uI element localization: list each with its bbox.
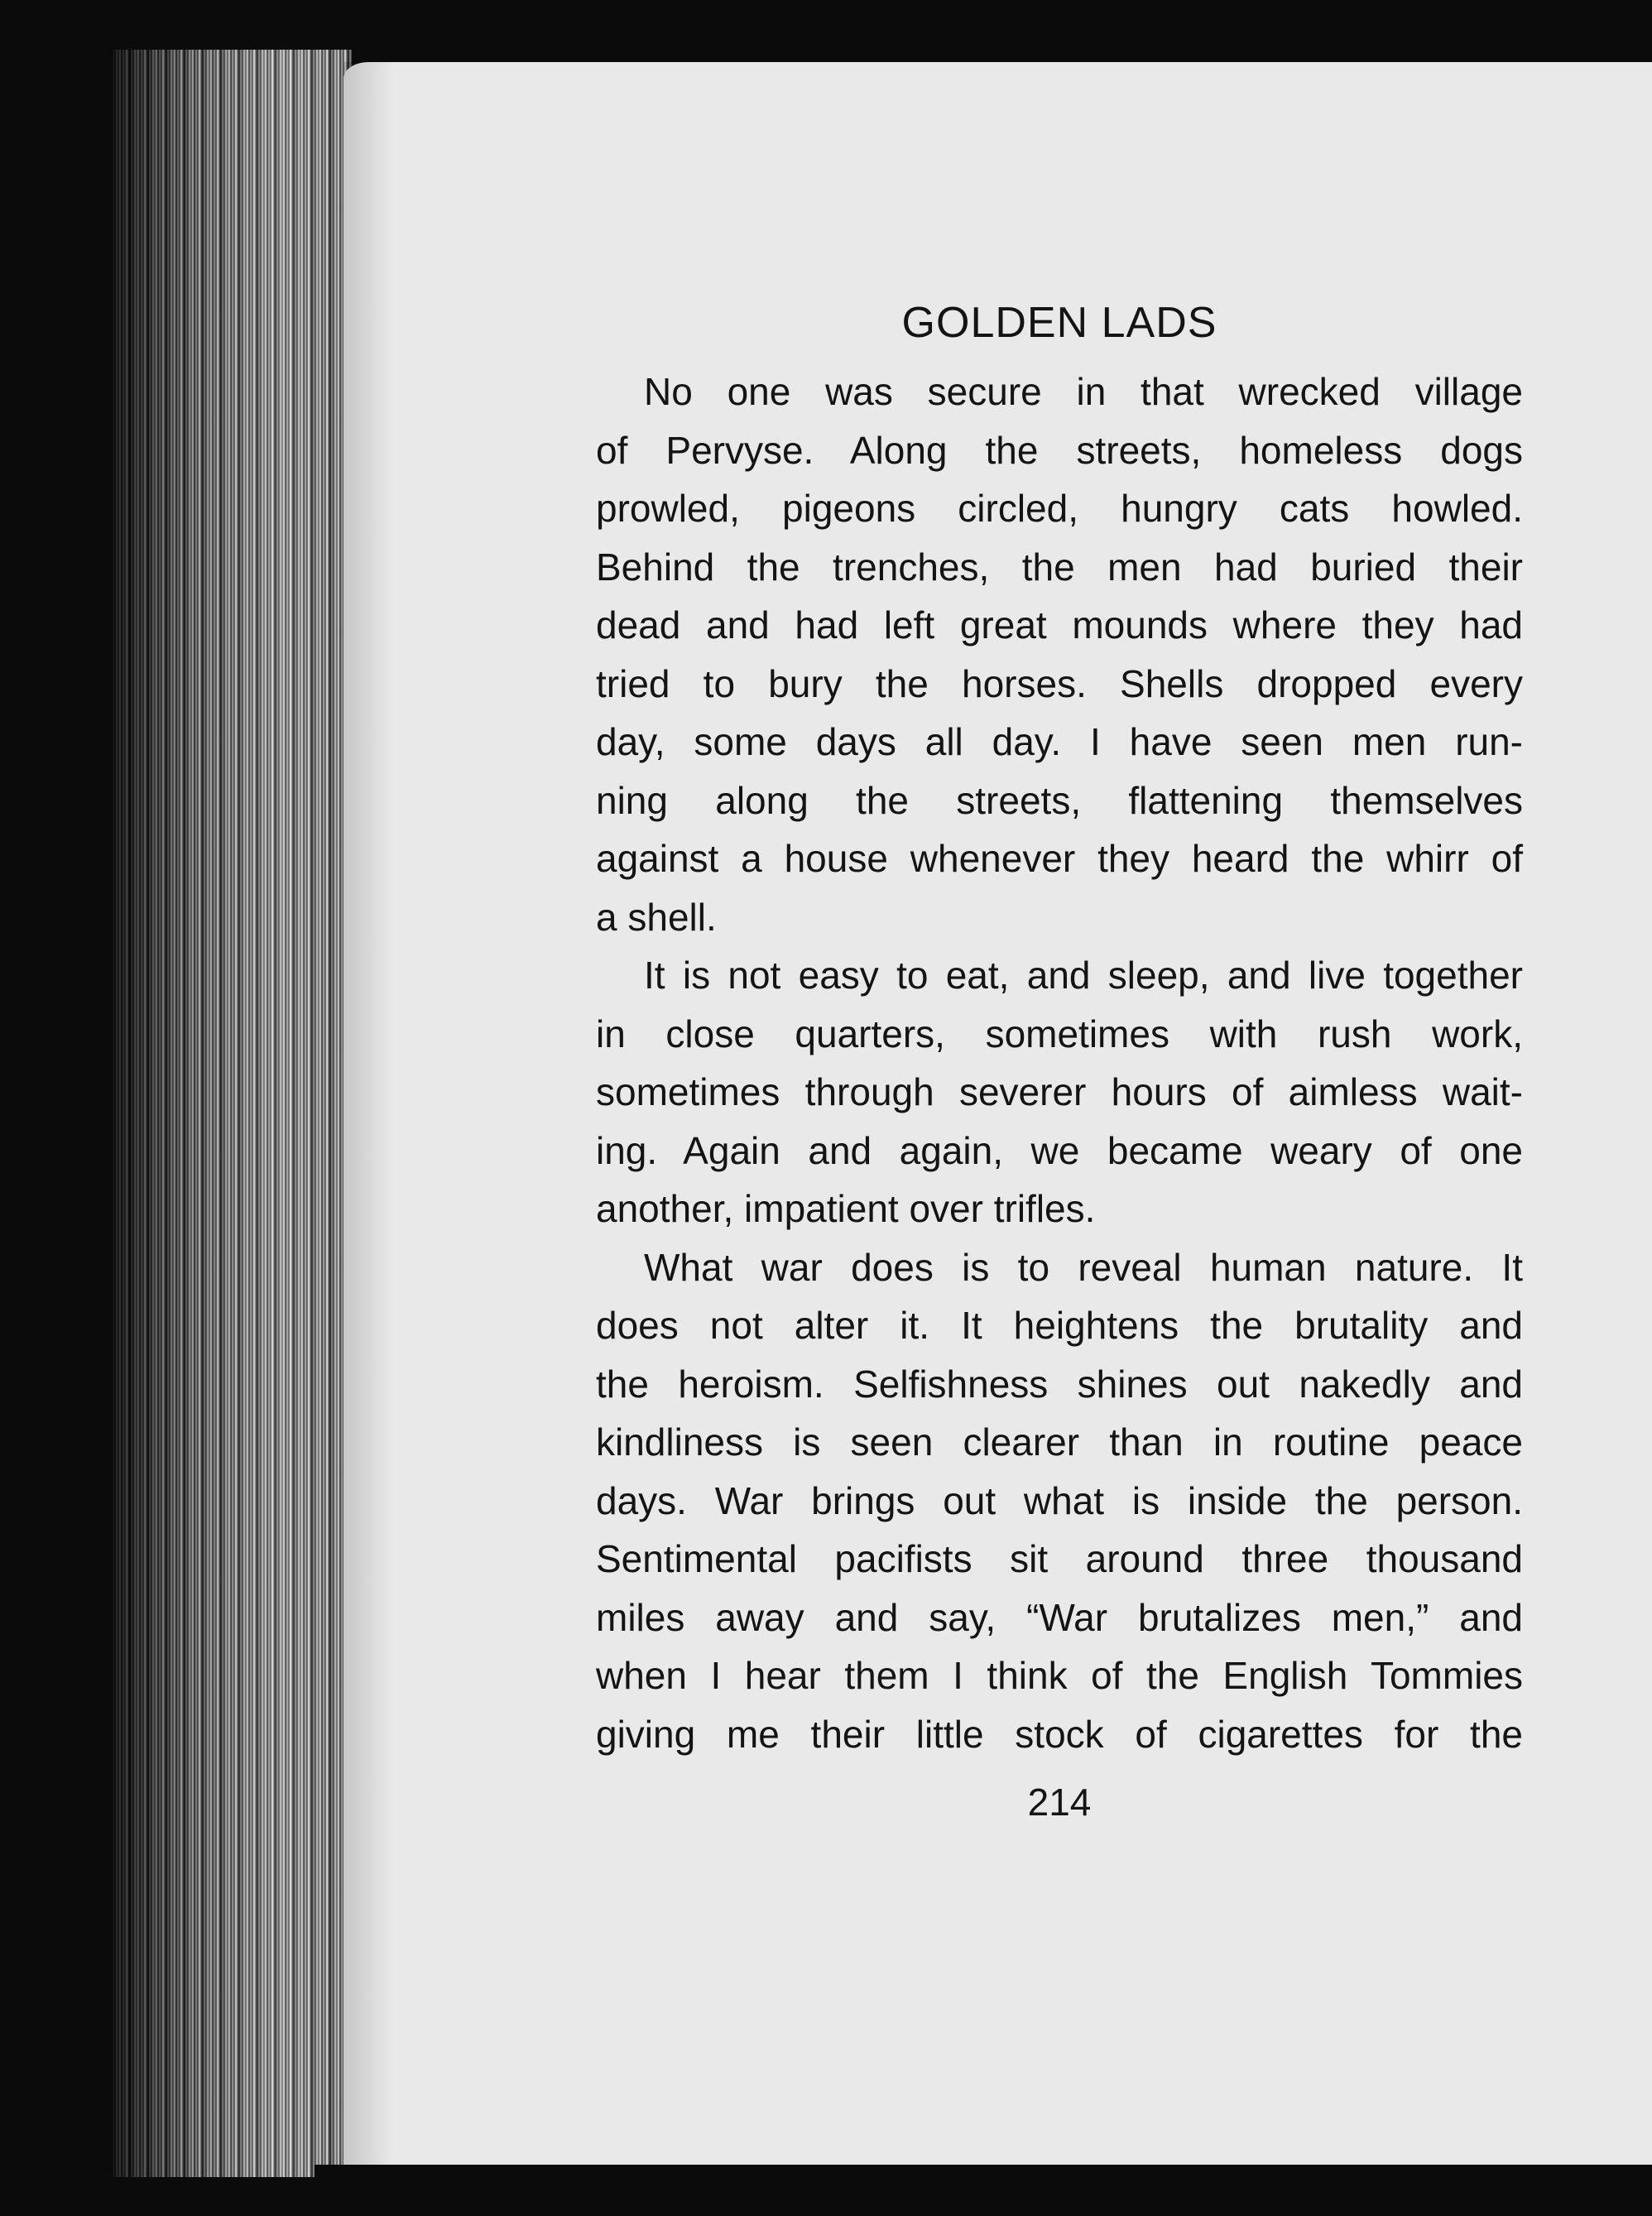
- text-line: miles away and say, “War brutalizes men,” and: [596, 1595, 1523, 1639]
- text-line: of Pervyse. Along the streets, homeless dogs: [596, 428, 1523, 472]
- paragraph-3: [596, 1238, 1523, 1764]
- text-line: a shell.: [596, 895, 717, 939]
- text-line: day, some days all day. I have seen men run-: [596, 720, 1523, 763]
- text-line: does not alter it. It heightens the brutality and: [596, 1304, 1523, 1347]
- text-line: the heroism. Selfishness shines out nakedly and: [596, 1362, 1523, 1406]
- text-line: Behind the trenches, the men had buried their: [596, 545, 1523, 589]
- paragraph-1: [596, 363, 1523, 946]
- page-text-block: [596, 273, 1523, 1824]
- text-line: giving me their little stock of cigarettes for the: [596, 1712, 1523, 1756]
- text-line: days. War brings out what is inside the person.: [596, 1478, 1523, 1522]
- text-line: kindliness is seen clearer than in routine peace: [596, 1420, 1523, 1464]
- text-line: ning along the streets, flattening themselves: [596, 778, 1523, 822]
- text-line: Sentimental pacifists sit around three thousand: [596, 1537, 1523, 1580]
- scan-border: [315, 2165, 1652, 2216]
- paragraph-2: [596, 946, 1523, 1238]
- text-line: What war does is to reveal human nature. It: [644, 1245, 1523, 1289]
- text-line: sometimes through severer hours of aimless wait-: [596, 1070, 1523, 1113]
- text-line: ing. Again and again, we became weary of one: [596, 1128, 1523, 1172]
- text-line: dead and had left great mounds where they had: [596, 603, 1523, 647]
- book-page-edges: [112, 50, 352, 2177]
- page-number: 214: [1027, 1781, 1092, 1824]
- running-head: GOLDEN LADS: [901, 299, 1217, 347]
- text-line: when I hear them I think of the English Tommies: [596, 1654, 1523, 1697]
- text-line: No one was secure in that wrecked village: [644, 370, 1523, 413]
- text-line: prowled, pigeons circled, hungry cats howled.: [596, 487, 1523, 530]
- text-line: tried to bury the horses. Shells dropped every: [596, 661, 1523, 705]
- text-line: It is not easy to eat, and sleep, and live together: [644, 954, 1523, 997]
- text-line: another, impatient over trifles.: [596, 1187, 1096, 1230]
- text-line: in close quarters, sometimes with rush work,: [596, 1012, 1523, 1055]
- text-line: against a house whenever they heard the whirr of: [596, 837, 1523, 880]
